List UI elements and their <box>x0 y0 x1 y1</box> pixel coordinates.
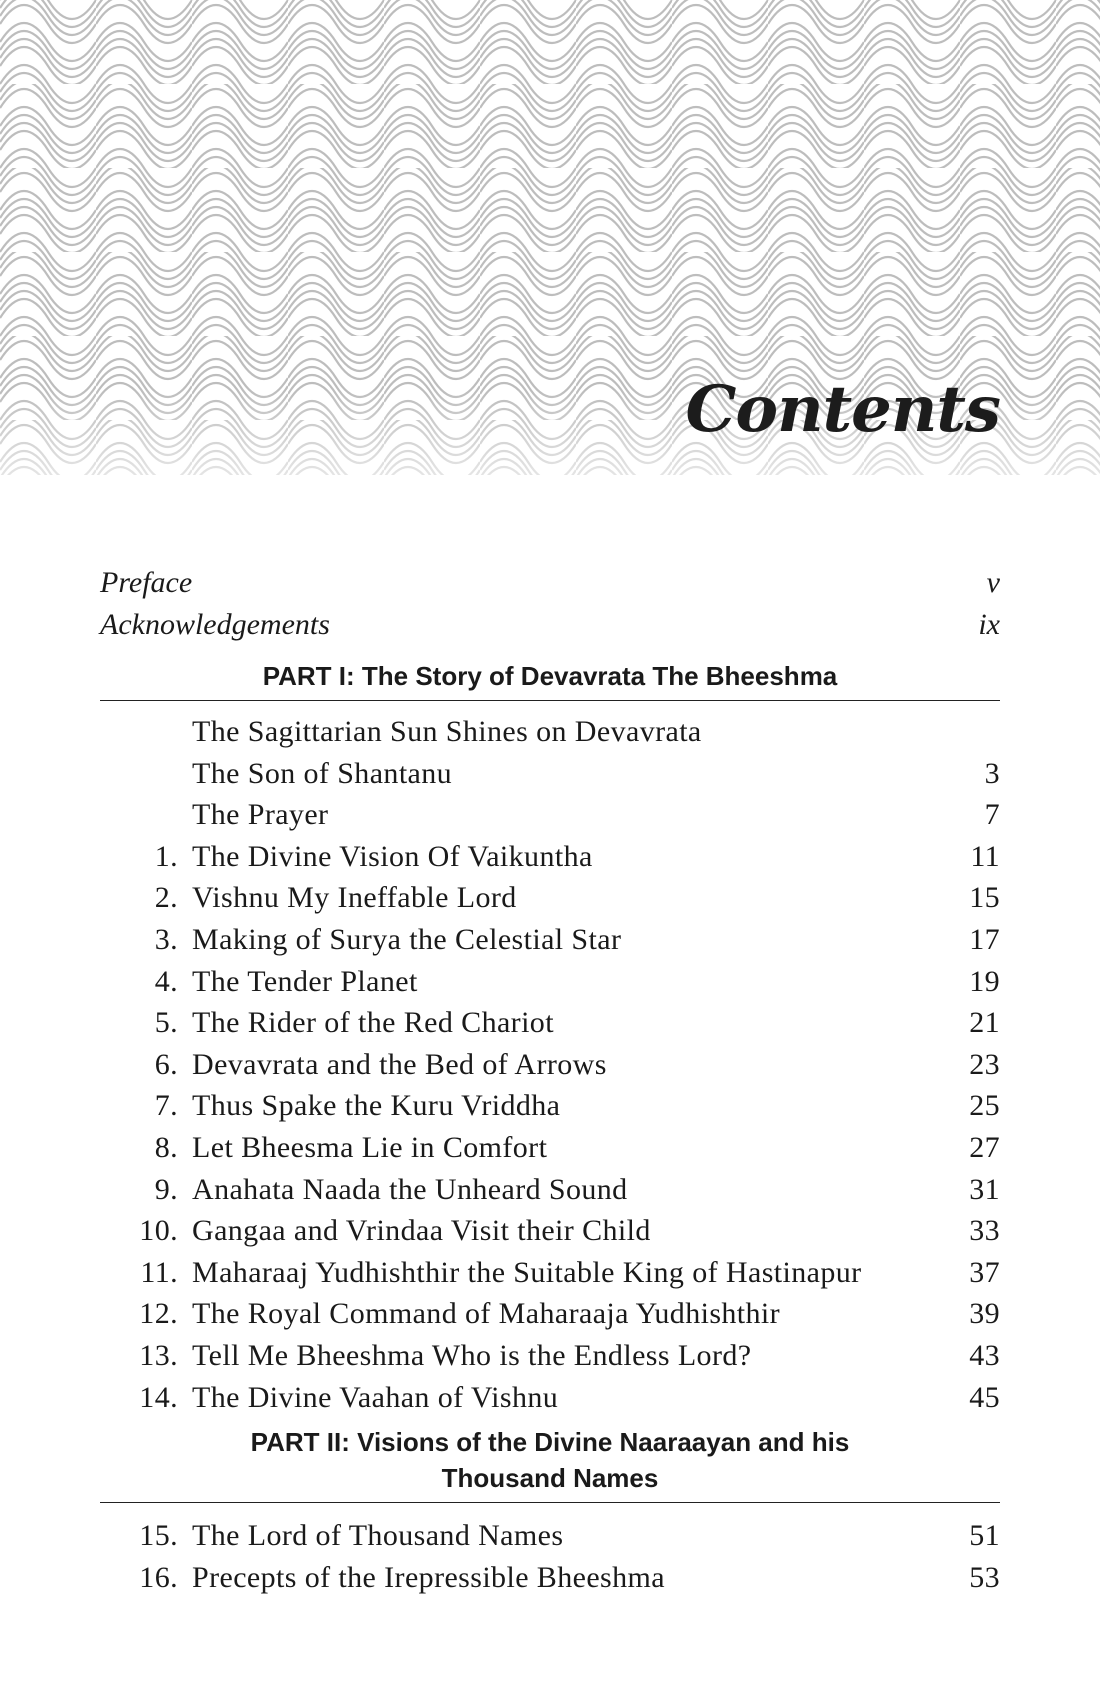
entry-page: 51 <box>969 1519 1000 1553</box>
entry-title: The Son of Shantanu <box>192 756 453 790</box>
toc-entry[interactable] <box>100 1048 1000 1090</box>
entry-number: 7. <box>154 1089 178 1123</box>
entry-number: 10. <box>139 1214 178 1248</box>
entry-number: 3. <box>154 922 178 956</box>
entry-page: 33 <box>969 1214 1000 1248</box>
entry-page: ix <box>978 608 1000 641</box>
toc-entry[interactable] <box>100 1561 1000 1603</box>
entry-page: 43 <box>969 1338 1000 1372</box>
entry-title: The Divine Vaahan of Vishnu <box>192 1380 559 1414</box>
toc-entry[interactable] <box>100 923 1000 965</box>
toc-entry[interactable] <box>100 757 1000 799</box>
entry-title: Precepts of the Irepressible Bheeshma <box>192 1560 665 1594</box>
entry-number: 15. <box>139 1519 178 1553</box>
entry-number: 5. <box>154 1006 178 1040</box>
entry-title: The Tender Planet <box>192 964 418 998</box>
entry-page: 25 <box>969 1089 1000 1123</box>
entry-page: 37 <box>969 1255 1000 1289</box>
entry-number: 9. <box>154 1172 178 1206</box>
entry-title: Tell Me Bheeshma Who is the Endless Lord? <box>192 1338 752 1372</box>
toc-entry-acknowledgements[interactable] <box>100 608 1000 650</box>
toc-entry[interactable] <box>100 1519 1000 1561</box>
part-two-entries <box>100 1503 1000 1602</box>
entry-title: The Sagittarian Sun Shines on Devavrata <box>192 715 702 748</box>
entry-number: 4. <box>154 964 178 998</box>
entry-title: The Lord of Thousand Names <box>192 1519 564 1553</box>
entry-number: 12. <box>139 1297 178 1331</box>
toc-entry[interactable] <box>100 1131 1000 1173</box>
entry-title: Making of Surya the Celestial Star <box>192 922 622 956</box>
entry-page: 11 <box>970 839 1000 873</box>
toc-entry[interactable] <box>100 1006 1000 1048</box>
entry-page: 7 <box>984 798 1000 832</box>
toc-entry[interactable] <box>100 715 1000 757</box>
entry-title: The Rider of the Red Chariot <box>192 1006 554 1040</box>
toc-entry[interactable] <box>100 881 1000 923</box>
entry-page: 27 <box>969 1130 1000 1164</box>
entry-title: Anahata Naada the Unheard Sound <box>192 1172 628 1206</box>
toc-entry[interactable] <box>100 1089 1000 1131</box>
toc-entry[interactable] <box>100 1256 1000 1298</box>
entry-page: 23 <box>969 1047 1000 1081</box>
toc-entry[interactable] <box>100 1339 1000 1381</box>
part-two-heading <box>100 1422 1000 1503</box>
table-of-contents <box>100 566 1000 1602</box>
entry-title: The Divine Vision Of Vaikuntha <box>192 839 593 873</box>
part-two-heading-line1: PART II: Visions of the Divine Naaraayan and his <box>250 1427 850 1458</box>
entry-page: 39 <box>969 1297 1000 1331</box>
toc-entry[interactable] <box>100 965 1000 1007</box>
entry-title: Thus Spake the Kuru Vriddha <box>192 1089 561 1123</box>
entry-number: 16. <box>139 1560 178 1594</box>
entry-title: Acknowledgements <box>100 608 330 641</box>
toc-entry[interactable] <box>100 1381 1000 1423</box>
entry-number: 14. <box>139 1380 178 1414</box>
entry-page: 19 <box>969 964 1000 998</box>
entry-number: 1. <box>154 839 178 873</box>
entry-title: Vishnu My Ineffable Lord <box>192 881 517 915</box>
entry-page: v <box>986 566 1000 599</box>
entry-page: 17 <box>969 922 1000 956</box>
entry-page: 15 <box>969 881 1000 915</box>
toc-entry[interactable] <box>100 798 1000 840</box>
entry-title: The Royal Command of Maharaaja Yudhishthir <box>192 1297 781 1331</box>
entry-number: 2. <box>154 881 178 915</box>
part-one-heading: PART I: The Story of Devavrata The Bheeshma <box>100 656 1000 701</box>
entry-page: 3 <box>984 756 1000 790</box>
entry-number: 6. <box>154 1047 178 1081</box>
page-title: Contents <box>685 372 1000 447</box>
part-one-entries <box>100 701 1000 1422</box>
toc-entry[interactable] <box>100 1297 1000 1339</box>
entry-title: Gangaa and Vrindaa Visit their Child <box>192 1214 651 1248</box>
part-two-heading-line2: Thousand Names <box>441 1463 659 1494</box>
entry-page: 21 <box>969 1006 1000 1040</box>
toc-entry-preface[interactable] <box>100 566 1000 608</box>
entry-page: 53 <box>969 1560 1000 1594</box>
entry-number: 13. <box>139 1338 178 1372</box>
toc-entry[interactable] <box>100 840 1000 882</box>
entry-number: 11. <box>140 1255 178 1289</box>
entry-title: Preface <box>100 566 193 599</box>
entry-number: 8. <box>154 1130 178 1164</box>
toc-entry[interactable] <box>100 1214 1000 1256</box>
entry-title: Maharaaj Yudhishthir the Suitable King of Hastinapur <box>192 1255 862 1289</box>
entry-title: The Prayer <box>192 798 329 832</box>
toc-entry[interactable] <box>100 1173 1000 1215</box>
entry-page: 31 <box>969 1172 1000 1206</box>
entry-page: 45 <box>969 1380 1000 1414</box>
entry-title: Devavrata and the Bed of Arrows <box>192 1047 607 1081</box>
entry-title: Let Bheesma Lie in Comfort <box>192 1130 548 1164</box>
